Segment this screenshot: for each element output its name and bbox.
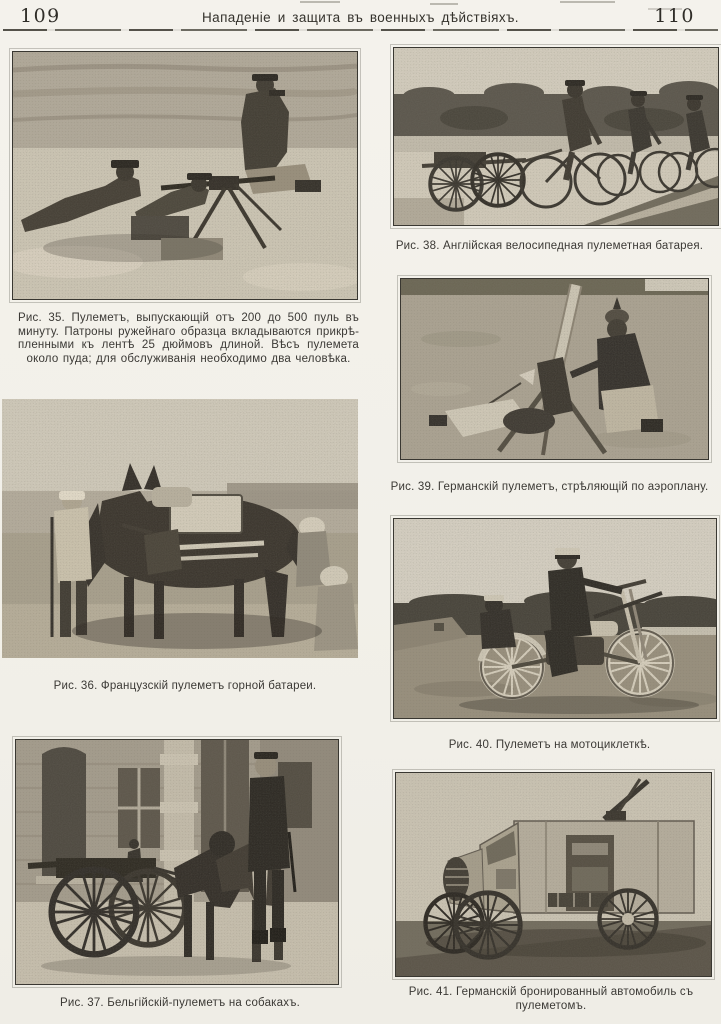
- figure-36-caption: Рис. 36. Французскій пулеметъ горной батареи.: [53, 680, 317, 692]
- page-number-left: 109: [20, 5, 61, 27]
- figure-39-caption: Рис. 39. Германскій пулеметъ, стрѣляющій по аэроплану.: [390, 481, 709, 493]
- figure-38-illustration: [394, 48, 718, 225]
- figure-39-photo: [400, 278, 709, 460]
- figure-35-photo: [12, 51, 358, 300]
- figure-37-illustration: [16, 740, 338, 984]
- figure-38-photo: [393, 47, 719, 226]
- scan-artifact: [430, 3, 458, 5]
- figure-36-photo: [2, 399, 358, 658]
- running-title: Нападеніе и защита въ военныхъ дѣйствіяхъ.: [202, 10, 519, 25]
- figure-40-caption: Рис. 40. Пулеметъ на мотоциклеткѣ.: [448, 739, 651, 751]
- scan-artifact: [560, 1, 615, 3]
- figure-37-photo: [15, 739, 339, 985]
- figure-38-caption: Рис. 38. Англійская велосипедная пулеметная батарея.: [395, 240, 704, 252]
- figure-35-caption: Рис. 35. Пулеметъ, выпускающій отъ 200 до 500 пуль въ минуту. Патроны ружейнаго образца вкладываются прикрѣпленными къ лентѣ 25 дюймовъ длиной. Вѣсъ пулемета около пуда; для обслуживанія необходимо два человѣка.: [18, 312, 359, 365]
- figure-41-photo: [395, 772, 712, 977]
- figure-36-illustration: [2, 399, 358, 658]
- figure-40-illustration: [394, 519, 716, 718]
- figure-35-illustration: [13, 52, 357, 299]
- scan-artifact: [300, 1, 340, 3]
- page-number-right: 110: [654, 5, 695, 27]
- figure-40-photo: [393, 518, 717, 719]
- figure-39-illustration: [401, 279, 708, 459]
- figure-37-caption: Рис. 37. Бельгійскій-пулеметъ на собакахъ.: [60, 997, 300, 1009]
- figure-41-caption: Рис. 41. Германскій бронированный автомобиль съ пулеметомъ.: [408, 986, 694, 1012]
- header-rule: [3, 29, 718, 31]
- figure-41-illustration: [396, 773, 711, 976]
